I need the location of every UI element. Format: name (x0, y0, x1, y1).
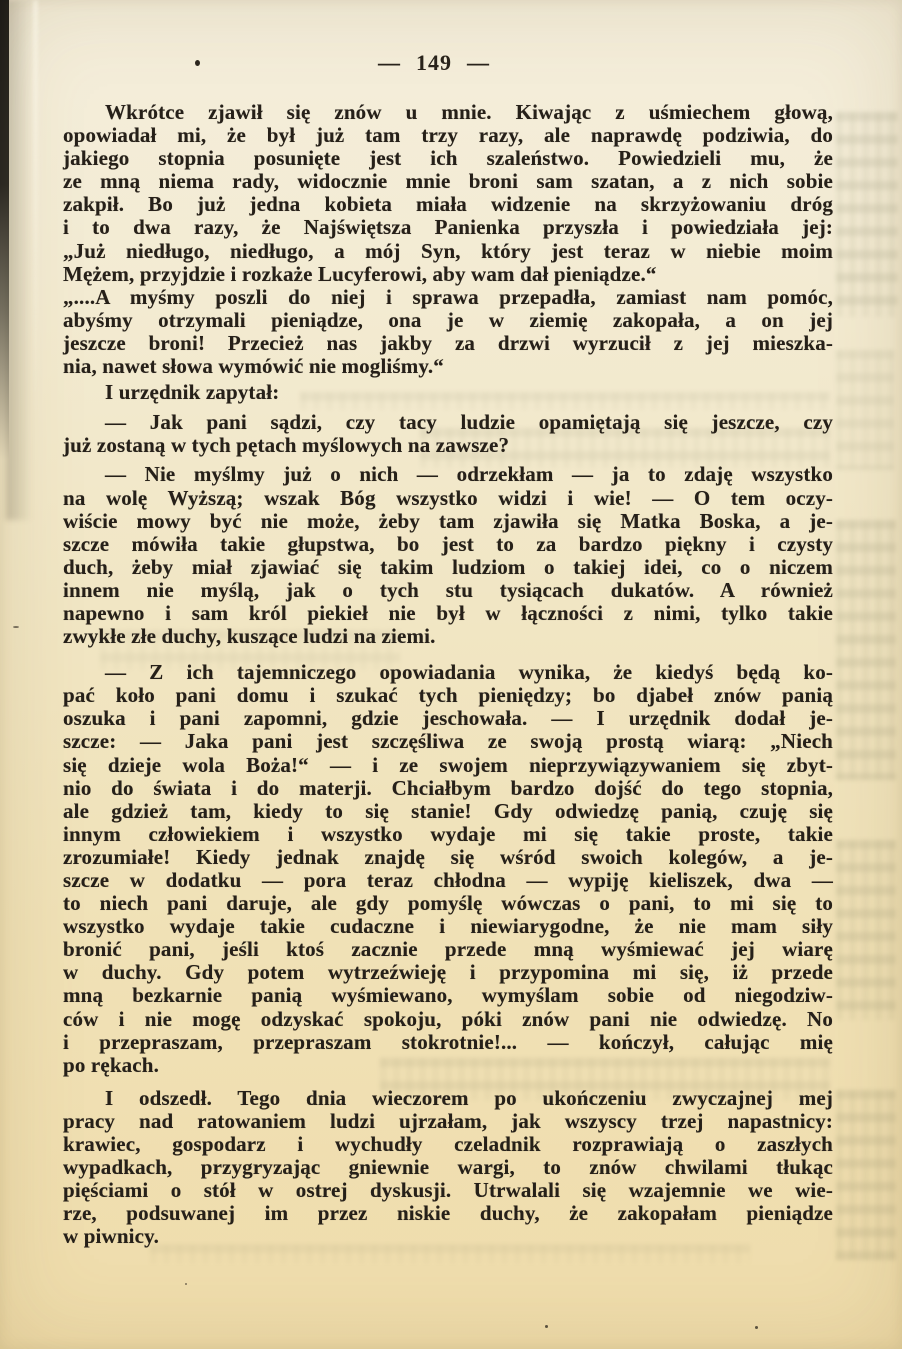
text-line: duch, żeby miał zjawiać się takim ludziom o takiej idei, co o niczem (63, 554, 833, 579)
paragraph (63, 411, 833, 457)
paragraph (63, 463, 833, 648)
text-line: ale gdzież tam, kiedy to się stanie! Gdy odwiedzę panią, czuję się (63, 798, 833, 823)
bleed-through-smudge (836, 840, 896, 1020)
text-line: w piwnicy. (63, 1224, 160, 1249)
page-header (63, 50, 805, 76)
bleed-through-smudge (836, 1090, 896, 1260)
text-line: „Już niedługo, niedługo, a mój Syn, który jest teraz w niebie moim (63, 238, 833, 263)
header-left-dash: — (378, 48, 401, 77)
text-line: nio do świata i do materji. Chciałbym bardzo dojść do tego stopnia, (63, 775, 833, 800)
text-line: I urzędnik zapytał: (105, 380, 280, 405)
page-number: 149 (416, 50, 452, 75)
text-line: I odszedł. Tego dnia wieczorem po ukończeniu zwyczajnej mej (105, 1085, 833, 1110)
text-line: wszystko wydaje takie cudaczne i niewiarygodne, że nie mam siły (63, 914, 833, 939)
text-line: bronić pani, jeśli ktoś zacznie przede mną wyśmiewać jej wiarę (63, 937, 833, 962)
text-line: „....A myśmy poszli do niej i sprawa przepadła, zamiast nam pomóc, (63, 284, 833, 309)
text-line: — Nie myślmy już o nich — odrzekłam — ja to zdaję wszystko (105, 462, 833, 487)
paragraph (63, 101, 833, 286)
text-line: po rękach. (63, 1052, 159, 1077)
paragraph (63, 286, 833, 378)
ink-speck (755, 1326, 758, 1329)
paragraph (63, 661, 833, 1077)
text-line: — Jak pani sądzi, czy tacy ludzie opamiętają się jeszcze, czy (105, 410, 833, 435)
text-line: mną bezkarnie panią wyśmiewano, wymyślam sobie od niegodziw- (63, 983, 833, 1008)
text-line: już zostaną w tych pętach myślowych na zawsze? (63, 433, 510, 458)
text-line: pać koło pani domu i szukać tych pieniędzy; bo djabeł znów panią (63, 683, 833, 708)
text-line: pracy nad ratowaniem ludzi ujrzałam, jak wszyscy trzej napastnicy: (63, 1108, 833, 1133)
paper-crease (34, 0, 37, 430)
text-line: szcze w dodatku — pora teraz chłodna — wypiję kieliszek, dwa — (63, 868, 833, 892)
text-line: ze mną niema rady, widocznie mnie broni sam szatan, a z nich sobie (63, 169, 833, 194)
text-line: opowiadał mi, że był już tam trzy razy, ale naprawdę podziwia, do (63, 123, 833, 148)
text-line: wiście mowy być nie może, żeby tam zjawiła się Matka Boska, a je- (63, 508, 833, 533)
text-line: nia, nawet słowa wymówić nie mogliśmy.“ (63, 354, 444, 379)
text-line: i przepraszam, przepraszam stokrotnie!... — kończył, całując mię (63, 1029, 833, 1054)
text-line: rze, podsuwanej im przez niskie duchy, że zakopałam pieniądze (63, 1201, 833, 1226)
text-line: krawiec, gospodarz i wychudły czeladnik rozprawiają o zaszłych (63, 1132, 833, 1157)
text-line: Mężem, przyjdzie i rozkaże Lucyferowi, aby wam dał pieniądze.“ (63, 261, 657, 286)
text-line: na wolę Wyższą; wszak Bóg wszystko widzi i wie! — O tem oczy- (63, 485, 833, 510)
text-line: napewno i sam król piekieł nie był w łączności z nimi, tylko takie (63, 600, 833, 625)
text-line: szcze mówiła takie głupstwa, bo jest to za bardzo piękny i czysty (63, 531, 833, 556)
text-line: w duchy. Gdy potem wytrzeźwieję i przypomina mi się, iż przede (63, 960, 833, 985)
bleed-through-smudge (836, 350, 894, 470)
text-line: zrozumiałe! Kiedy jednak znajdę się wśród swoich kolegów, a je- (63, 844, 833, 869)
text-line: się dzieje wola Boża!“ — i ze swojem nieprzywiązywaniem się zbyt- (63, 752, 833, 777)
text-line: Wkrótce zjawił się znów u mnie. Kiwając z uśmiechem głową, (105, 100, 833, 124)
text-line: i to dwa razy, że Najświętsza Panienka przyszła i powiedziała jej: (63, 215, 833, 240)
paragraph (63, 381, 833, 404)
text-line: innym człowiekiem i wszystko wydaje mi się takie proste, takie (63, 821, 833, 846)
text-block (63, 101, 833, 1249)
text-line: jeszcze broni! Przecież nas jakby za drzwi wyrzucił z jej mieszka- (63, 330, 833, 355)
ink-speck (13, 626, 19, 628)
text-line: ców i nie mogę odzyskać spokoju, póki znów pani nie odwiedzę. No (63, 1006, 833, 1031)
text-line: to niech pani daruje, ale gdy pomyślę wówczas o pani, to mi się to (63, 891, 833, 916)
ink-speck (545, 1325, 548, 1328)
bleed-through-smudge (836, 112, 898, 317)
text-line: szcze: — Jaka pani jest szczęśliwa ze swoją prostą wiarą: „Niech (63, 729, 833, 754)
ink-speck (185, 1283, 187, 1285)
text-line: zakpił. Bo już jedna kobieta miała widzenie na skrzyżowaniu dróg (63, 192, 833, 217)
header-right-dash: — (467, 48, 490, 77)
paragraph (63, 1087, 833, 1249)
text-line: zwykłe złe duchy, kuszące ludzi na ziemi. (63, 624, 436, 649)
text-line: pięściami o stół w ostrej dyskusji. Utrwalali się wzajemnie we wie- (63, 1178, 833, 1203)
text-line: wypadkach, przygryzając gniewnie wargi, to znów chwilami tłukąc (63, 1155, 833, 1180)
text-line: jakiego stopnia posunięte jest ich szaleństwo. Powiedzieli mu, że (63, 146, 833, 171)
text-line: — Z ich tajemniczego opowiadania wynika, że kiedyś będą ko- (105, 660, 833, 685)
text-line: abyśmy otrzymali pieniądze, ona je w ziemię zakopała, a on jej (63, 307, 833, 332)
bleed-through-smudge (836, 520, 896, 780)
text-line: oszuka i pani zapomni, gdzie jeschowała. — I urzędnik dodał je- (63, 706, 833, 731)
text-line: innem nie myślą, jak o tych stu tysiącach dukatów. A również (63, 577, 833, 602)
scan-edge-soft-shadow (6, 0, 32, 520)
